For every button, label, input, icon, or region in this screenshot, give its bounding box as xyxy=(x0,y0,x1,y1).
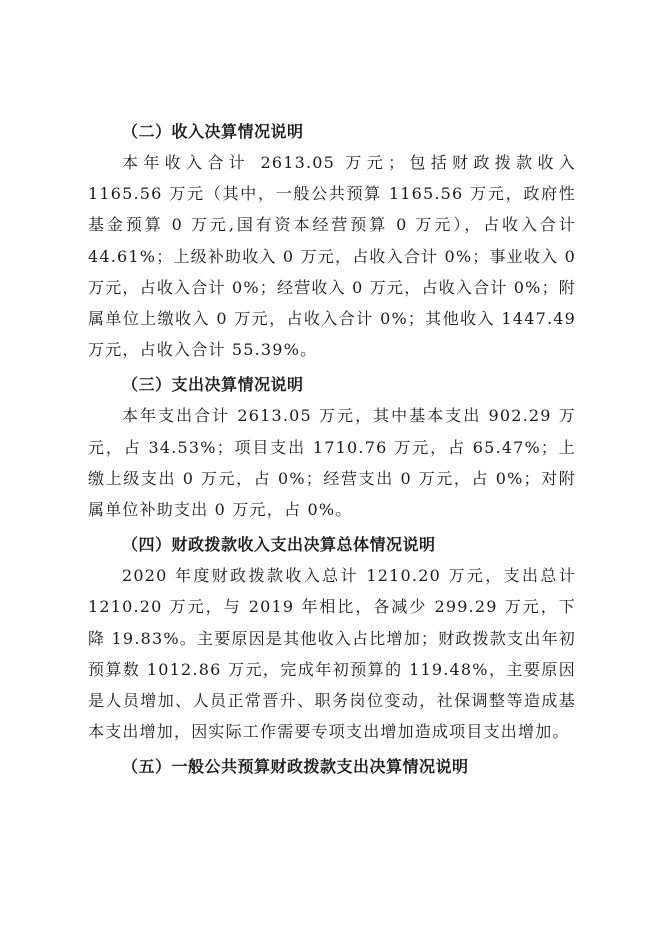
section-heading: （三）支出决算情况说明 xyxy=(122,375,304,395)
section-paragraph: 本年收入合计 2613.05 万元；包括财政拨款收入 1165.56 万元（其中，一般公共预算 1165.56 万元，政府性基金预算 0 万元,国有资本经营预算 0 万元），占收入合计 44.61%；上级补助收入 0 万元，占收入合计 0%；事业收入 0 万元，占收入合计 0%；经营收入 0 万元，占收入合计 0%；附属单位上缴收入 0 万元，占收入合计 0%；其他收入 1447.49 万元，占收入合计 55.39%。 xyxy=(88,153,576,360)
section-heading: （二）收入决算情况说明 xyxy=(122,122,304,141)
section-heading: （四）财政拨款收入支出决算总体情况说明 xyxy=(122,535,436,555)
document-page xyxy=(88,116,576,786)
section-paragraph: 2020 年度财政拨款收入总计 1210.20 万元，支出总计 1210.20 万元，与 2019 年相比，各减少 299.29 万元，下降 19.83%。主要原因是其他收入占比增加；财政拨款支出年初预算数 1012.86 万元，完成年初预算的 119.48%，主要原因是人员增加、人员正常晋升、职务岗位变动，社保调整等造成基本支出增加，因实际工作需要专项支出增加造成项目支出增加。 xyxy=(88,566,576,742)
section-general-public-budget xyxy=(88,751,576,782)
section-fiscal-appropriation xyxy=(88,529,576,747)
section-expenditure xyxy=(88,369,576,525)
section-heading: （五）一般公共预算财政拨款支出决算情况说明 xyxy=(122,757,469,777)
section-income xyxy=(88,116,576,365)
section-paragraph: 本年支出合计 2613.05 万元，其中基本支出 902.29 万元，占 34.53%；项目支出 1710.76 万元，占 65.47%；上缴上级支出 0 万元，占 0%；经营支出 0 万元，占 0%；对附属单位补助支出 0 万元，占 0%。 xyxy=(88,406,576,520)
